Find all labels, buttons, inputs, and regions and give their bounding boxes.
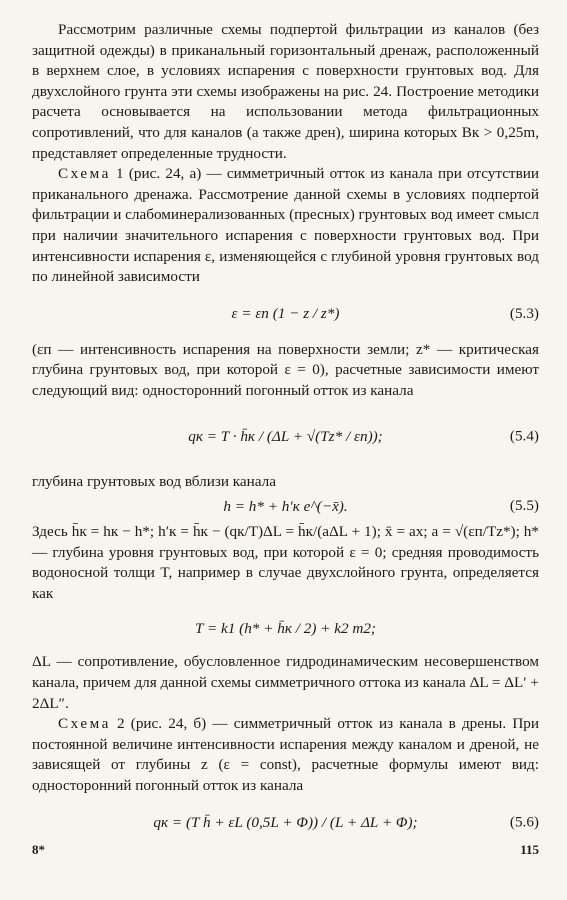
- formula-5-5-number: (5.5): [509, 497, 539, 515]
- scheme-2-lead: Схема: [58, 715, 111, 733]
- scheme-2-text: 2 (рис. 24, б) — симметричный отток из канала в дрены. При постоянной величине интенсивности испарения между каналом и дреной, не зависящей от глубины z (ε = const), расчетные формулы имеют вид: односторонний погонный отток из канала: [32, 715, 540, 795]
- formula-5-6-number: (5.6): [509, 813, 539, 831]
- scheme-1-lead: Схема: [58, 165, 111, 183]
- signature-mark: 8*: [32, 842, 45, 857]
- formula-5-3: [32, 294, 539, 334]
- formula-5-4-body: qк = T · h̄к / (ΔL + √(Tz* / εп));: [188, 427, 383, 445]
- scheme-1-text: 1 (рис. 24, а) — симметричный отток из канала при отсутствии приканального дренажа. Рассмотрение данной схемы в условиях подпертой фильтрации и слабоминерализованных (пресных) грунтовых вод имеет смысл при наличии значительного испарения с поверхности грунтовых вод. При интенсивности испарения ε, изменяющейся с глубиной уровня грунтовых вод по линейной зависимости: [32, 165, 539, 286]
- formula-5-6-body: qк = (T h̄ + εL (0,5L + Φ)) / (L + ΔL + Φ);: [153, 813, 418, 831]
- paragraph-intro: Рассмотрим различные схемы подпертой фильтрации из каналов (без защитной одежды) в приканальный горизонтальный дренаж, расположенный в верхнем слое, в условиях испарения с поверхности грунтовых вод. Для двухслойного грунта эти схемы изображены на рис. 24. Построение методики расчета основывается на использовании метода фильтрационных сопротивлений, что для каналов (а также дрен), ширина которых Bк > 0,25m, представляет определенные трудности.: [32, 21, 539, 162]
- formula-5-5-body: h = h* + h′к e^(−x̄).: [223, 497, 348, 515]
- formula-5-6: [32, 803, 539, 843]
- paragraph-notation: Здесь h̄к = hк − h*; h′к = h̄к − (qк/T)ΔL = h̄к/(aΔL + 1); x̄ = ax; a = √(εп/Tz*); h* — глубина уровня грунтовых вод, при которой ε = 0; средняя проводимость водоносной толщи T, например в случае двухслойного грунта, определяется как: [32, 523, 539, 602]
- paragraph-evaporation-defs: (εп — интенсивность испарения на поверхности земли; z* — критическая глубина грунтовых вод, при которой ε = 0), расчетные зависимости имеют следующий вид: односторонний погонный отток из канала: [32, 340, 539, 399]
- paragraph-scheme-1: [32, 164, 539, 288]
- formula-transmissivity: [32, 610, 539, 646]
- paragraph-resistance: ΔL — сопротивление, обусловленное гидродинамическим несовершенством канала, причем для данной схемы симметричного оттока из канала ΔL = ΔL′ + 2ΔL″.: [32, 653, 539, 712]
- page-footer: [32, 840, 539, 861]
- paragraph-depth-label: глубина грунтовых вод вблизи канала: [32, 472, 276, 490]
- formula-5-4: [32, 408, 539, 466]
- paragraph-scheme-2: [32, 714, 539, 796]
- formula-transmissivity-body: T = k1 (h* + h̄к / 2) + k2 m2;: [195, 619, 376, 637]
- formula-5-3-body: ε = εп (1 − z / z*): [231, 305, 340, 323]
- page-number: 115: [520, 842, 539, 857]
- formula-5-3-number: (5.3): [509, 304, 539, 322]
- formula-5-4-number: (5.4): [509, 427, 539, 445]
- formula-5-5: [32, 494, 539, 518]
